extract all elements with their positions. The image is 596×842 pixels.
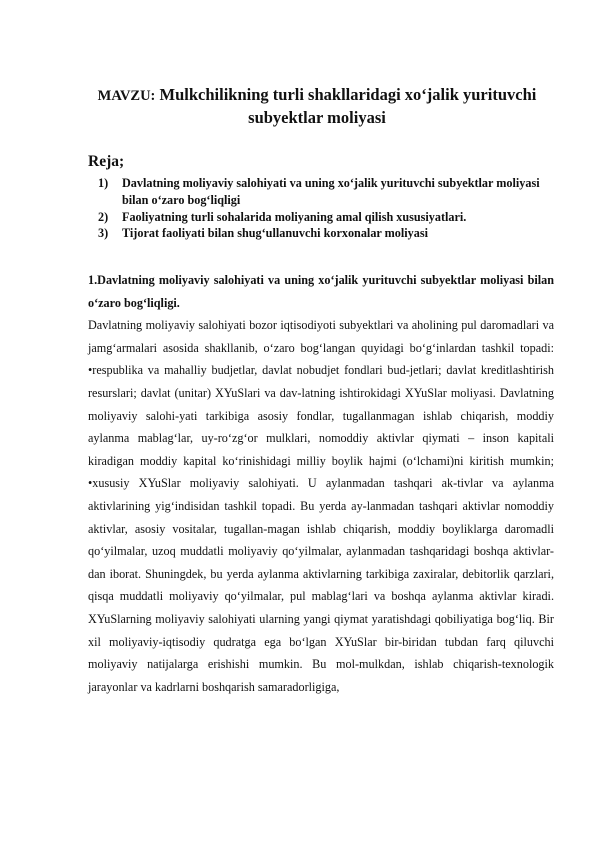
- title-text: Mulkchilikning turli shakllaridagi xo‘jalik yurituvchi subyektlar moliyasi: [159, 85, 537, 127]
- plan-item-number: 2): [98, 209, 109, 224]
- plan-list: [98, 175, 554, 242]
- title-prefix: MAVZU:: [97, 88, 156, 104]
- body-paragraph: Davlatning moliyaviy salohiyati bozor iqtisodiyoti subyektlari va aholining pul daromadlari va jamg‘armalari asosida shakllanib, o‘zaro bog‘langan quyidagi bo‘g‘inlardan tashkil topadi: •respublika va mahalliy budjetlar, davlat nobudjet fondlari bud-jetlari; davlat kreditlashtirish resurslari; davlat (unitar) XYuSlari va dav-latning ishtirokidagi XYuSlar moliyasi. Davlatning moliyaviy salohi-yati tarkibiga asosiy fondlar, tugallanmagan ishlab chiqarish, moddiy aylanma mablag‘lar, uy-ro‘zg‘or mulklari, nomoddiy aktivlar qiymati – inson kapitali kiradigan moddiy kapital ko‘rinishidagi milliy boylik hajmi (o‘lchami)ni kiritish mumkin; •xususiy XYuSlar moliyaviy salohiyati. U aylanmadan tashqari ak-tivlar va aylanma aktivlarining yig‘indisidan tashkil topadi. Bu yerda ay-lanmadan tashqari aktivlar nomoddiy aktivlar, asosiy vositalar, tugallan-magan ishlab chiqarish, moddiy boyliklarga daromadli qo‘yilmalar, uzoq muddatli moliyaviy qo‘yilmalar, aylanmadan tashqaridagi boshqa aktivlar-dan iborat. Shuningdek, bu yerda aylanma aktivlarning tarkibiga zaxiralar, debitorlik qarzlari, qisqa muddatli moliyaviy qo‘yilmalar, pul mablag‘lari va boshqa aylanma aktivlar kiradi. XYuSlarning moliyaviy salohiyati ularning yangi qiymat yaratishdagi qobiliyatiga bog‘liq. Bir xil moliyaviy-iqtisodiy qudratga ega bo‘lgan XYuSlar bir-biridan tubdan farq qiluvchi moliyaviy natijalarga erishishi mumkin. Bu mol-mulkdan, ishlab chiqarish-texnologik jarayonlar va kadrlarni boshqarish samaradorligiga,: [88, 318, 554, 694]
- plan-item-number: 1): [98, 176, 109, 190]
- document-title: [90, 84, 544, 128]
- plan-item: [98, 225, 554, 242]
- plan-item-number: 3): [98, 226, 109, 241]
- plan-item: [98, 209, 554, 226]
- plan-item: [98, 175, 554, 209]
- document-body: [88, 269, 554, 698]
- section-heading: 1.Davlatning moliyaviy salohiyati va uning xo‘jalik yurituvchi subyektlar moliyasi bilan o‘zaro bog‘liqligi.: [88, 273, 554, 310]
- plan-item-text: Faoliyatning turli sohalarida moliyaning amal qilish xususiyatlari.: [122, 209, 467, 224]
- plan-item-text: Tijorat faoliyati bilan shug‘ullanuvchi korxonalar moliyasi: [122, 226, 428, 241]
- plan-item-text: Davlatning moliyaviy salohiyati va uning xo‘jalik yurituvchi subyektlar moliyasi bilan o‘zaro bog‘liqligi: [122, 176, 540, 207]
- plan-heading: Reja;: [88, 153, 125, 170]
